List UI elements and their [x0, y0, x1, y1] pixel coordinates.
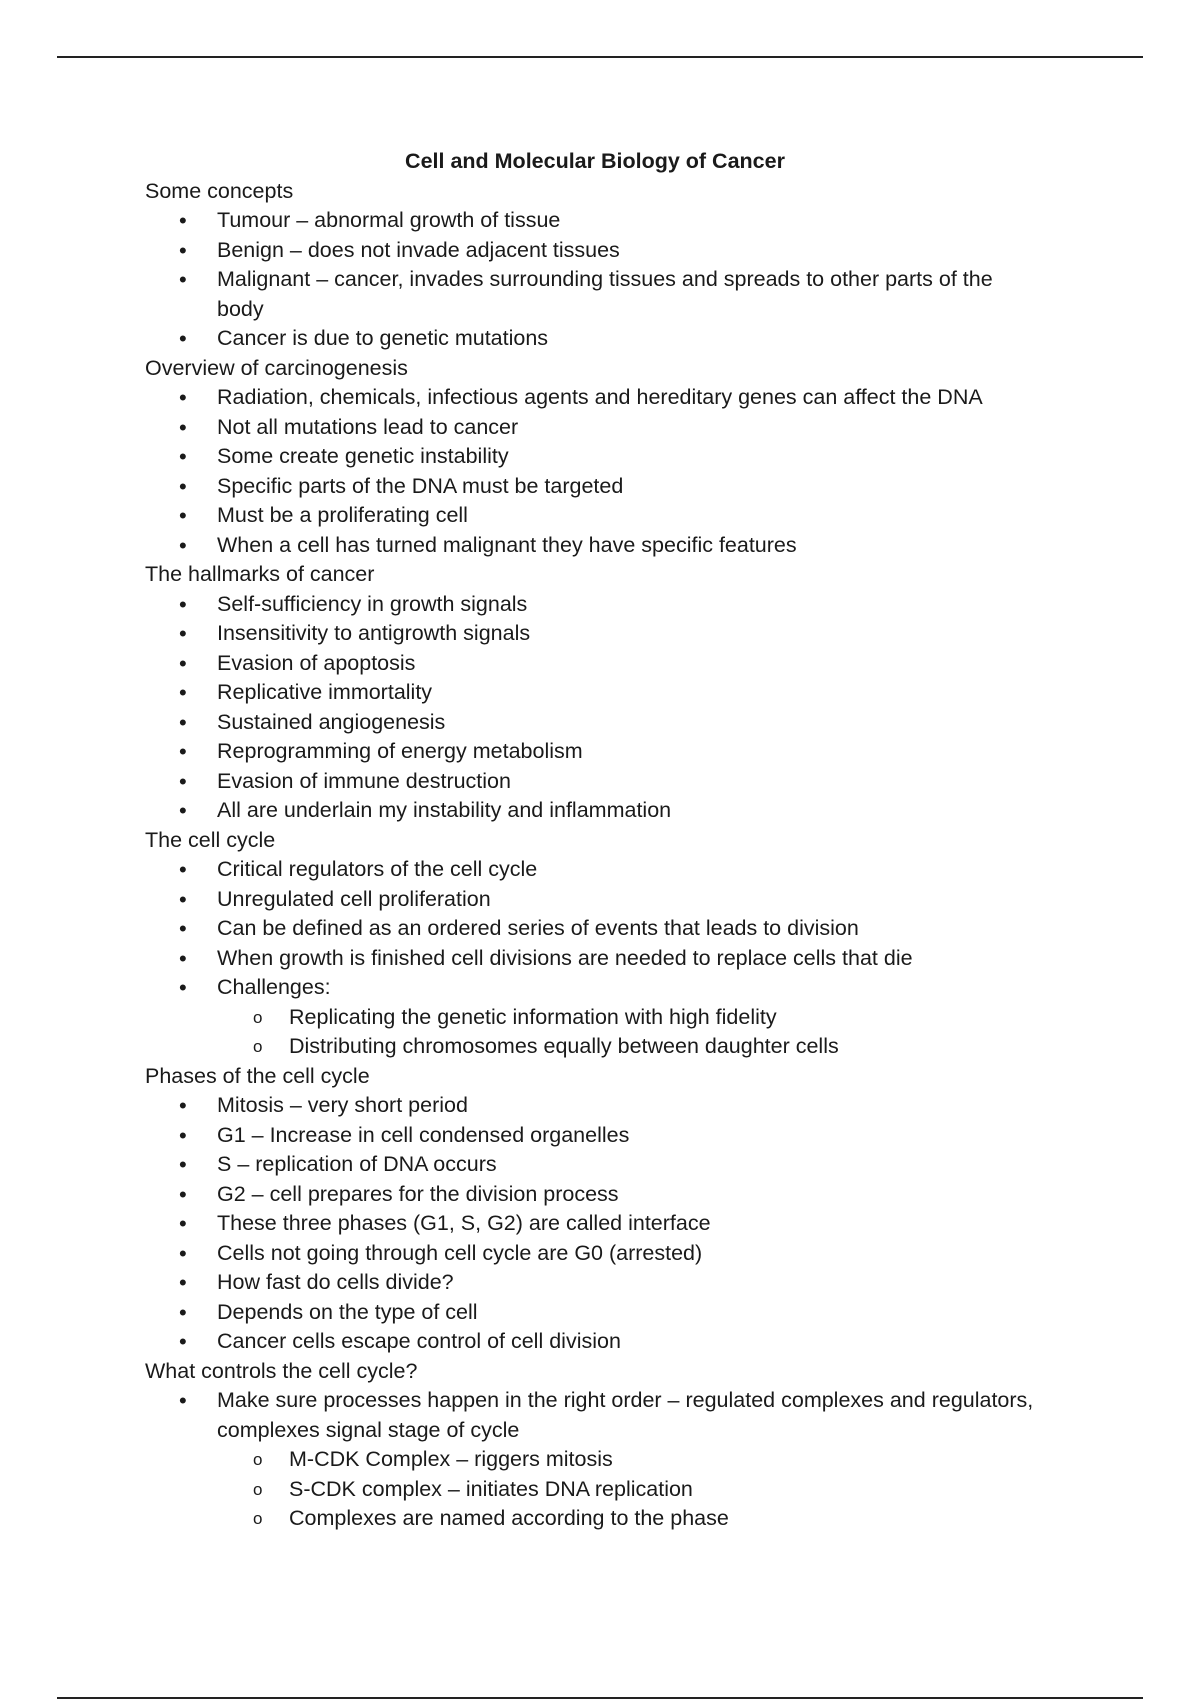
- list-item-text: Cancer cells escape control of cell division: [217, 1329, 621, 1353]
- list-item: [179, 413, 1045, 443]
- sub-list-item: [253, 1475, 1045, 1505]
- sub-list-item-text: Replicating the genetic information with high fidelity: [289, 1004, 777, 1029]
- list-item: [179, 944, 1045, 974]
- list-item: [179, 737, 1045, 767]
- list-item: [179, 1121, 1045, 1151]
- list-item-text: Sustained angiogenesis: [217, 709, 446, 734]
- sub-list-item-text: Complexes are named according to the phase: [289, 1506, 729, 1530]
- bullet-icon: •: [179, 650, 187, 676]
- sub-bullet-icon: o: [253, 1037, 263, 1056]
- bullet-list: [145, 855, 1045, 1062]
- bullet-list: [145, 383, 1045, 560]
- bottom-rule: [57, 1697, 1143, 1699]
- list-item-text: Evasion of immune destruction: [217, 768, 511, 793]
- list-item: [179, 678, 1045, 708]
- document-page: [145, 147, 1045, 1534]
- bullet-icon: •: [179, 444, 187, 469]
- bullet-icon: •: [179, 326, 187, 351]
- list-item: [179, 619, 1045, 649]
- bullet-icon: •: [179, 621, 187, 646]
- list-item: [179, 442, 1045, 472]
- bullet-icon: •: [179, 591, 187, 617]
- sub-bullet-list: [217, 1445, 1045, 1534]
- bullet-icon: •: [179, 975, 187, 1000]
- bullet-icon: •: [179, 1181, 187, 1207]
- list-item: [179, 1150, 1045, 1180]
- sub-bullet-icon: o: [253, 1450, 263, 1469]
- bullet-list: [145, 1091, 1045, 1357]
- sub-list-item: [253, 1032, 1045, 1062]
- list-item: [179, 206, 1045, 236]
- bullet-icon: •: [179, 1388, 187, 1413]
- list-item: [179, 265, 1045, 324]
- list-item: [179, 973, 1045, 1062]
- bullet-icon: •: [179, 680, 187, 705]
- bullet-icon: •: [179, 857, 187, 882]
- list-item: [179, 590, 1045, 620]
- list-item: [179, 472, 1045, 502]
- bullet-icon: •: [179, 1299, 187, 1325]
- section-heading: The cell cycle: [145, 827, 276, 852]
- list-item-text: G2 – cell prepares for the division process: [217, 1181, 619, 1206]
- section-heading: The hallmarks of cancer: [145, 562, 375, 586]
- bullet-icon: •: [179, 916, 187, 941]
- list-item-text: Critical regulators of the cell cycle: [217, 857, 538, 881]
- list-item: [179, 796, 1045, 826]
- list-item-text: Must be a proliferating cell: [217, 503, 468, 527]
- bullet-icon: •: [179, 886, 187, 912]
- list-item-text: Depends on the type of cell: [217, 1299, 478, 1324]
- list-item: [179, 1298, 1045, 1328]
- sub-list-item: [253, 1003, 1045, 1033]
- section-heading: Phases of the cell cycle: [145, 1063, 370, 1088]
- list-item-text: All are underlain my instability and inflammation: [217, 798, 672, 822]
- list-item: [179, 531, 1045, 561]
- document-body: [145, 177, 1045, 1534]
- bullet-icon: •: [179, 1211, 187, 1236]
- list-item-text: These three phases (G1, S, G2) are called interface: [217, 1211, 711, 1235]
- bullet-icon: •: [179, 237, 187, 263]
- list-item: [179, 236, 1045, 266]
- list-item: [179, 1091, 1045, 1121]
- document-title: Cell and Molecular Biology of Cancer: [405, 149, 785, 173]
- list-item-text: When a cell has turned malignant they have specific features: [217, 532, 797, 557]
- sub-bullet-list: [217, 1003, 1045, 1062]
- bullet-icon: •: [179, 768, 187, 794]
- bullet-list: [145, 590, 1045, 826]
- list-item-text: Specific parts of the DNA must be targeted: [217, 473, 624, 498]
- bullet-icon: •: [179, 709, 187, 735]
- list-item: [179, 1386, 1045, 1534]
- bullet-icon: •: [179, 798, 187, 823]
- sub-list-item-text: S-CDK complex – initiates DNA replication: [289, 1476, 693, 1501]
- top-rule: [57, 56, 1143, 58]
- list-item-text: Tumour – abnormal growth of tissue: [217, 208, 561, 232]
- list-item-text: Mitosis – very short period: [217, 1093, 468, 1117]
- bullet-icon: •: [179, 1270, 187, 1295]
- bullet-icon: •: [179, 414, 187, 440]
- bullet-list: [145, 1386, 1045, 1534]
- sub-list-item-text: Distributing chromosomes equally between daughter cells: [289, 1034, 839, 1058]
- list-item-text: Self-sufficiency in growth signals: [217, 591, 528, 616]
- bullet-icon: •: [179, 532, 187, 558]
- section-heading: What controls the cell cycle?: [145, 1358, 418, 1383]
- sub-list-item: [253, 1445, 1045, 1475]
- bullet-icon: •: [179, 208, 187, 233]
- list-item-text: Not all mutations lead to cancer: [217, 414, 519, 439]
- list-item-text: Replicative immortality: [217, 680, 433, 704]
- list-item-text: Make sure processes happen in the right order – regulated complexes and regulators, complexes signal stage of cycle: [217, 1388, 1034, 1442]
- list-item: [179, 1327, 1045, 1357]
- list-item: [179, 1209, 1045, 1239]
- sub-bullet-icon: o: [253, 1479, 263, 1499]
- list-item-text: Cancer is due to genetic mutations: [217, 326, 549, 350]
- list-item: [179, 1180, 1045, 1210]
- list-item: [179, 855, 1045, 885]
- list-item-text: Challenges:: [217, 975, 331, 999]
- list-item-text: S – replication of DNA occurs: [217, 1152, 497, 1176]
- list-item: [179, 1239, 1045, 1269]
- list-item-text: Insensitivity to antigrowth signals: [217, 621, 531, 645]
- list-item: [179, 708, 1045, 738]
- bullet-icon: •: [179, 473, 187, 499]
- list-item-text: Radiation, chemicals, infectious agents and hereditary genes can affect the DNA: [217, 385, 983, 409]
- sub-list-item-text: M-CDK Complex – riggers mitosis: [289, 1447, 613, 1471]
- list-item-text: How fast do cells divide?: [217, 1270, 454, 1294]
- list-item-text: G1 – Increase in cell condensed organelles: [217, 1122, 630, 1147]
- list-item: [179, 1268, 1045, 1298]
- bullet-icon: •: [179, 385, 187, 410]
- bullet-list: [145, 206, 1045, 354]
- list-item-text: Malignant – cancer, invades surrounding tissues and spreads to other parts of the body: [217, 267, 993, 321]
- sub-bullet-icon: o: [253, 1007, 263, 1027]
- bullet-icon: •: [179, 1093, 187, 1118]
- bullet-icon: •: [179, 1240, 187, 1266]
- list-item-text: Unregulated cell proliferation: [217, 886, 491, 911]
- bullet-icon: •: [179, 739, 187, 764]
- list-item-text: Reprogramming of energy metabolism: [217, 739, 583, 763]
- list-item: [179, 324, 1045, 354]
- list-item-text: Benign – does not invade adjacent tissues: [217, 237, 620, 262]
- bullet-icon: •: [179, 503, 187, 528]
- list-item-text: When growth is finished cell divisions are needed to replace cells that die: [217, 945, 913, 970]
- list-item: [179, 767, 1045, 797]
- list-item: [179, 501, 1045, 531]
- section-heading: Overview of carcinogenesis: [145, 355, 408, 380]
- section-heading: Some concepts: [145, 178, 294, 203]
- list-item: [179, 885, 1045, 915]
- list-item-text: Evasion of apoptosis: [217, 650, 416, 675]
- bullet-icon: •: [179, 945, 187, 971]
- list-item-text: Some create genetic instability: [217, 444, 509, 468]
- list-item-text: Can be defined as an ordered series of events that leads to division: [217, 916, 859, 940]
- bullet-icon: •: [179, 1152, 187, 1177]
- bullet-icon: •: [179, 267, 187, 292]
- list-item: [179, 914, 1045, 944]
- sub-bullet-icon: o: [253, 1509, 263, 1528]
- list-item: [179, 649, 1045, 679]
- bullet-icon: •: [179, 1329, 187, 1354]
- bullet-icon: •: [179, 1122, 187, 1148]
- list-item-text: Cells not going through cell cycle are G0 (arrested): [217, 1240, 703, 1265]
- sub-list-item: [253, 1504, 1045, 1534]
- list-item: [179, 383, 1045, 413]
